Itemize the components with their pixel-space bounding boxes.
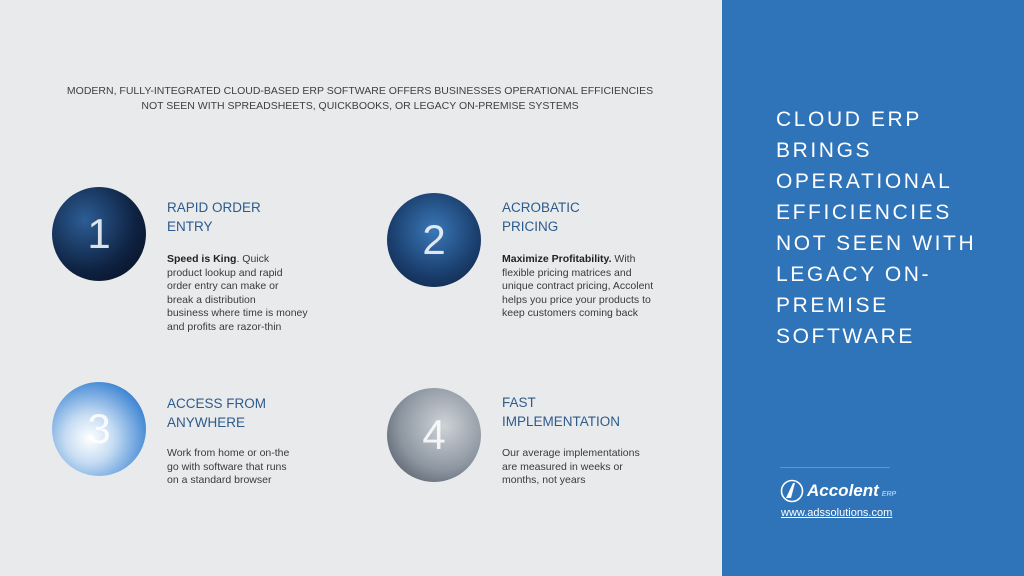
feature-title-line: RAPID ORDER xyxy=(167,200,261,215)
feature-body-line: With xyxy=(611,253,636,265)
feature-title-line: ENTRY xyxy=(167,219,213,234)
feature-body-line: Our average implementations xyxy=(502,447,640,459)
feature-body-line: business where time is money xyxy=(167,307,308,319)
headline-line: BRINGS xyxy=(776,139,873,162)
headline-line: EFFICIENCIES xyxy=(776,201,952,224)
sidebar-headline xyxy=(776,104,1006,352)
logo-sub: ERP xyxy=(881,490,897,498)
feature-lead: Speed is King xyxy=(167,253,237,265)
feature-title-line: ACCESS FROM xyxy=(167,396,267,411)
feature-title-line: FAST xyxy=(502,395,536,410)
feature-number-1: 1 xyxy=(87,210,111,257)
intro-line-1: MODERN, FULLY-INTEGRATED CLOUD-BASED ERP SOFTWARE OFFERS BUSINESSES OPERATIONAL EFFICIENCIES xyxy=(66,85,654,97)
feature-body-line: Work from home or on-the xyxy=(167,447,290,459)
feature-number-2: 2 xyxy=(422,216,446,263)
feature-body-line: go with software that runs xyxy=(167,460,287,473)
feature-body-line: . Quick xyxy=(236,253,270,265)
clouds-image xyxy=(52,382,146,476)
feature-body-line: break a distribution xyxy=(167,293,256,306)
feature-body-acrobatic-pricing xyxy=(502,253,653,321)
intro-text xyxy=(40,84,680,114)
website-link[interactable]: www.adssolutions.com xyxy=(781,507,893,519)
feature-body-line: unique contract pricing, Accolent xyxy=(502,280,654,292)
feature-title-line: ACROBATIC xyxy=(502,200,580,215)
feature-body-line: and profits are razor-thin xyxy=(167,320,282,333)
feature-number-4: 4 xyxy=(422,411,446,458)
feature-title-acrobatic-pricing xyxy=(502,198,580,236)
feature-number-3: 3 xyxy=(87,405,111,452)
feature-body-line: months, not years xyxy=(502,474,586,486)
accolent-logo xyxy=(780,478,920,504)
feature-body-line: helps you price your products to xyxy=(502,293,651,306)
headline-line: NOT SEEN WITH xyxy=(776,232,977,255)
accolent-logo-icon xyxy=(780,479,804,503)
intro-line-2: NOT SEEN WITH SPREADSHEETS, QUICKBOOKS, OR LEGACY ON-PREMISE SYSTEMS xyxy=(141,100,579,112)
logo-text: Accolent xyxy=(807,481,879,500)
keyboard-image xyxy=(52,187,146,281)
feature-title-line: PRICING xyxy=(502,219,559,234)
feature-title-line: IMPLEMENTATION xyxy=(502,414,621,429)
sidebar-divider xyxy=(780,467,890,468)
headline-line: CLOUD ERP xyxy=(776,108,922,131)
feature-body-rapid-order-entry xyxy=(167,253,308,334)
feature-body-line: on a standard browser xyxy=(167,474,272,486)
headline-line: LEGACY ON- xyxy=(776,263,932,286)
feature-lead: Maximize Profitability. xyxy=(502,253,612,265)
feature-body-line: product lookup and rapid xyxy=(167,266,283,279)
headline-line: PREMISE xyxy=(776,294,889,317)
headline-line: OPERATIONAL xyxy=(776,170,953,193)
calculator-image xyxy=(387,193,481,287)
feature-body-line: keep customers coming back xyxy=(502,307,638,319)
typing-hands-image xyxy=(387,388,481,482)
feature-body-line: are measured in weeks or xyxy=(502,460,623,473)
feature-body-access-from-anywhere xyxy=(167,447,289,488)
feature-title-fast-implementation xyxy=(502,393,620,431)
feature-title-access-from-anywhere xyxy=(167,394,266,432)
feature-title-rapid-order-entry xyxy=(167,198,261,236)
feature-body-line: flexible pricing matrices and xyxy=(502,266,632,279)
feature-title-line: ANYWHERE xyxy=(167,415,246,430)
headline-line: SOFTWARE xyxy=(776,325,916,348)
feature-body-fast-implementation xyxy=(502,447,640,488)
feature-body-line: order entry can make or xyxy=(167,280,279,292)
